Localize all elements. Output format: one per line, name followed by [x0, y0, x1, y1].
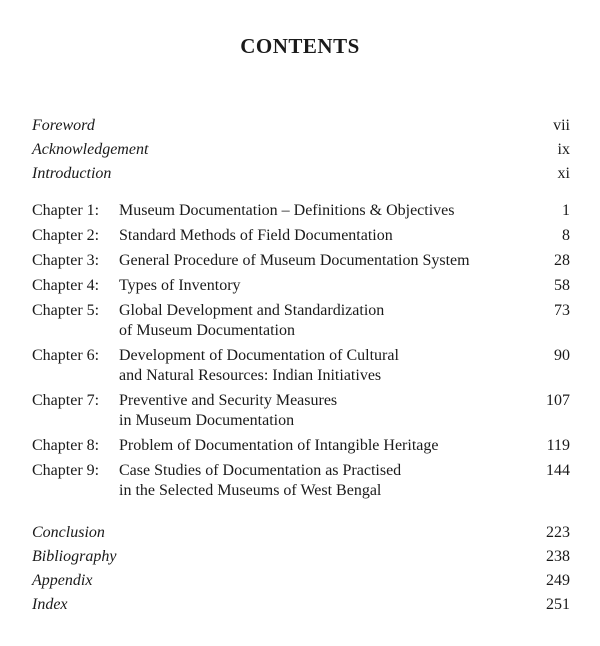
- chapter-page: 90: [554, 347, 570, 364]
- chapter-title-line: Development of Documentation of Cultural: [119, 347, 399, 364]
- chapter-title-line: and Natural Resources: Indian Initiatives: [119, 367, 382, 384]
- chapter-title: [119, 276, 510, 296]
- chapter-page: 8: [562, 227, 570, 244]
- front-matter-entry-page: xi: [557, 165, 570, 182]
- chapter-number: Chapter 6:: [32, 347, 100, 364]
- chapter-entry: [32, 276, 570, 296]
- front-matter-entry-page: vii: [553, 117, 570, 134]
- page-title: CONTENTS: [240, 34, 360, 58]
- chapter-title: [119, 251, 510, 271]
- back-matter-entry-title: Index: [32, 596, 68, 613]
- back-matter-entry: [32, 569, 570, 593]
- chapter-number: Chapter 5:: [32, 302, 100, 319]
- chapter-title: [119, 226, 510, 246]
- front-matter-entry: [32, 138, 570, 162]
- chapter-title-line: Problem of Documentation of Intangible Heritage: [119, 437, 439, 454]
- chapter-title: [119, 461, 510, 501]
- back-matter-entry-title: Conclusion: [32, 524, 105, 541]
- back-matter-entry: [32, 593, 570, 617]
- chapter-page: 28: [554, 252, 570, 269]
- chapter-title-line: Preventive and Security Measures: [119, 392, 338, 409]
- chapter-title-line: Case Studies of Documentation as Practised: [119, 462, 402, 479]
- chapter-entry: [32, 346, 570, 386]
- chapter-title: [119, 436, 510, 456]
- chapter-title: [119, 301, 510, 341]
- front-matter-entry-page: ix: [557, 141, 570, 158]
- chapter-entry: [32, 436, 570, 456]
- back-matter-entry-page: 223: [546, 524, 570, 541]
- back-matter-entry-page: 238: [546, 548, 570, 565]
- chapter-entry: [32, 461, 570, 501]
- back-matter-entry-page: 249: [546, 572, 570, 589]
- chapter-number: Chapter 3:: [32, 252, 100, 269]
- back-matter-entry: [32, 545, 570, 569]
- chapter-number: Chapter 8:: [32, 437, 100, 454]
- chapter-entry: [32, 251, 570, 271]
- chapter-entry: [32, 201, 570, 221]
- back-matter-entry-title: Bibliography: [32, 548, 117, 565]
- front-matter-entry: [32, 162, 570, 186]
- front-matter-entry-title: Acknowledgement: [32, 141, 149, 158]
- chapter-page: 119: [546, 437, 570, 454]
- chapter-entry: [32, 226, 570, 246]
- chapter-entry: [32, 301, 570, 341]
- chapter-entry: [32, 391, 570, 431]
- chapter-page: 73: [554, 302, 570, 319]
- front-matter-entry: [32, 114, 570, 138]
- back-matter-entry-page: 251: [546, 596, 570, 613]
- back-matter-entry: [32, 521, 570, 545]
- chapter-title-line: Global Development and Standardization: [119, 302, 385, 319]
- chapter-list: [32, 201, 570, 506]
- front-matter-list: [32, 114, 570, 186]
- chapter-page: 58: [554, 277, 570, 294]
- back-matter-entry-title: Appendix: [32, 572, 93, 589]
- chapter-title: [119, 201, 510, 221]
- chapter-page: 144: [546, 462, 570, 479]
- chapter-title-line: Types of Inventory: [119, 277, 241, 294]
- chapter-title: [119, 346, 510, 386]
- chapter-title-line: Standard Methods of Field Documentation: [119, 227, 393, 244]
- chapter-number: Chapter 2:: [32, 227, 100, 244]
- chapter-number: Chapter 7:: [32, 392, 100, 409]
- chapter-title-line: Museum Documentation – Definitions & Objectives: [119, 202, 455, 219]
- back-matter-list: [32, 521, 570, 617]
- chapter-number: Chapter 9:: [32, 462, 100, 479]
- chapter-title-line: of Museum Documentation: [119, 322, 295, 339]
- chapter-title-line: in Museum Documentation: [119, 412, 295, 429]
- chapter-number: Chapter 1:: [32, 202, 100, 219]
- chapter-title: [119, 391, 510, 431]
- chapter-number: Chapter 4:: [32, 277, 100, 294]
- chapter-title-line: General Procedure of Museum Documentation System: [119, 252, 470, 269]
- chapter-page: 1: [562, 202, 570, 219]
- front-matter-entry-title: Introduction: [32, 165, 112, 182]
- chapter-title-line: in the Selected Museums of West Bengal: [119, 482, 382, 499]
- chapter-page: 107: [546, 392, 570, 409]
- front-matter-entry-title: Foreword: [32, 117, 95, 134]
